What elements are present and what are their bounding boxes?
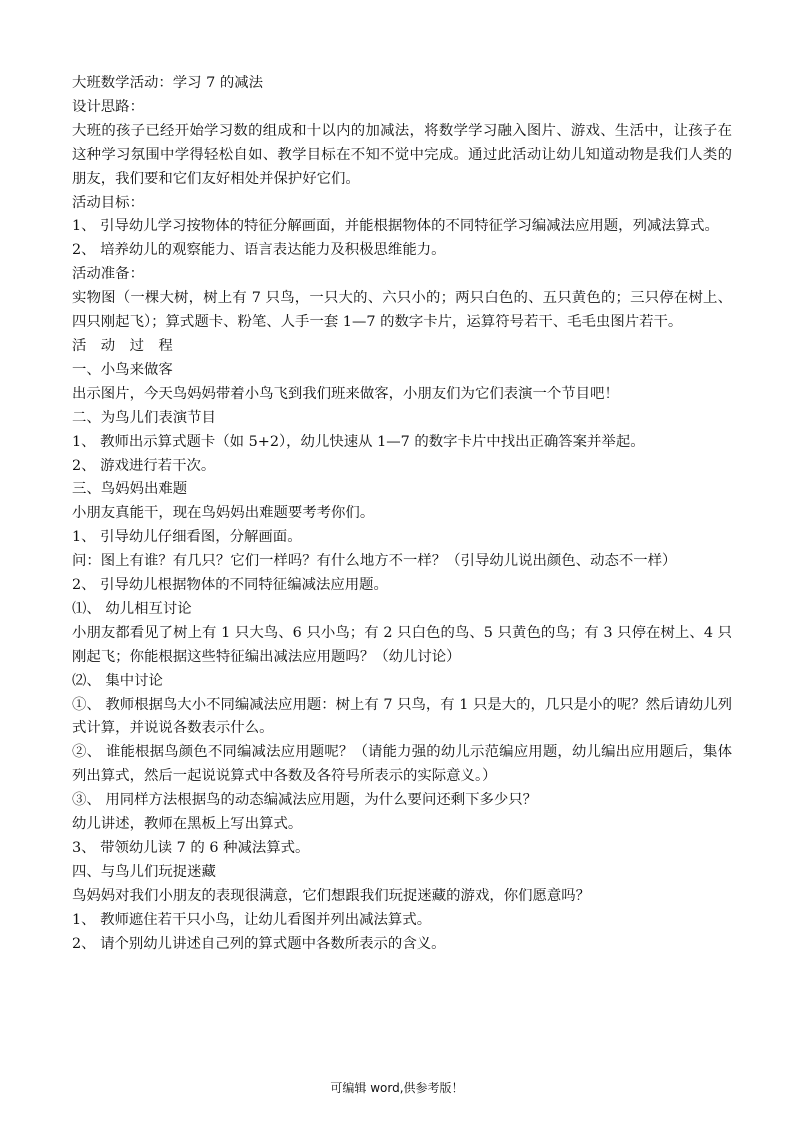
section-2-heading: 二、为鸟儿们表演节目 xyxy=(72,409,216,426)
circled-item-3: ③、 用同样方法根据鸟的动态编减法应用题，为什么要问还剩下多少只？ xyxy=(72,792,538,809)
section-3-tell: 幼儿讲述，教师在黑板上写出算式。 xyxy=(72,816,303,833)
section-4-item-2: 2、 请个别幼儿讲述自己列的算式题中各数所表示的含义。 xyxy=(72,935,446,952)
section-3-sub-b: ⑵、 集中讨论 xyxy=(72,672,163,689)
goal-item-1: 1、 引导幼儿学习按物体的特征分解画面，并能根据物体的不同特征学习编减法应用题，列减法算式。 xyxy=(72,218,719,235)
goals-heading: 活动目标： xyxy=(72,194,144,211)
page-footer: 可编辑 word,供参考版！ xyxy=(330,1081,464,1095)
section-3-heading: 三、鸟妈妈出难题 xyxy=(72,481,188,498)
design-heading: 设计思路： xyxy=(72,98,144,115)
section-3-item-1: 1、 引导幼儿仔细看图，分解画面。 xyxy=(72,529,302,546)
section-1-text: 出示图片，今天鸟妈妈带着小鸟飞到我们班来做客，小朋友们为它们表演一个节目吧！ xyxy=(72,385,619,402)
section-2-item-1: 1、 教师出示算式题卡（如 5+2），幼儿快速从 1—7 的数字卡片中找出正确答案并举起。 xyxy=(72,433,645,450)
section-3-question: 问：图上有谁？有几只？它们一样吗？有什么地方不一样？（引导幼儿说出颜色、动态不一样） xyxy=(72,553,677,570)
section-3-sub-a-text: 小朋友都看见了树上有 1 只大鸟、6 只小鸟；有 2 只白色的鸟、5 只黄色的鸟；有 3 只停在树上、4 只刚起飞；你能根据这些特征编出减法应用题吗？（幼儿讨论） xyxy=(72,624,732,665)
circled-item-1: ①、 教师根据鸟大小不同编减法应用题：树上有 7 只鸟，有 1 只是大的，几只是小的呢？然后请幼儿列式计算，并说说各数表示什么。 xyxy=(72,696,732,737)
circled-item-2: ②、 谁能根据鸟颜色不同编减法应用题呢？（请能力强的幼儿示范编应用题，幼儿编出应用题后，集体列出算式，然后一起说说算式中各数及各符号所表示的实际意义。） xyxy=(72,744,732,785)
prep-paragraph: 实物图（一棵大树，树上有 7 只鸟，一只大的、六只小的；两只白色的、五只黄色的；三只停在树上、四只刚起飞）；算式题卡、粉笔、人手一套 1—7 的数字卡片，运算符号若干、毛毛虫图片若干。 xyxy=(72,290,732,331)
section-3-intro: 小朋友真能干，现在鸟妈妈出难题要考考你们。 xyxy=(72,505,375,522)
section-3-item-2: 2、 引导幼儿根据物体的不同特征编减法应用题。 xyxy=(72,577,388,594)
section-4-intro: 鸟妈妈对我们小朋友的表现很满意，它们想跟我们玩捉迷藏的游戏，你们愿意吗？ xyxy=(72,887,591,904)
section-3-sub-a: ⑴、 幼儿相互讨论 xyxy=(72,600,192,617)
section-2-item-2: 2、 游戏进行若干次。 xyxy=(72,457,216,474)
section-4-item-1: 1、 教师遮住若干只小鸟，让幼儿看图并列出减法算式。 xyxy=(72,911,432,928)
prep-heading: 活动准备： xyxy=(72,266,144,283)
document-title: 大班数学活动：学习 7 的减法 xyxy=(72,75,263,91)
process-heading: 活 动 过 程 xyxy=(72,337,173,354)
design-paragraph: 大班的孩子已经开始学习数的组成和十以内的加减法，将数学学习融入图片、游戏、生活中，让孩子在这种学习氛围中学得轻松自如、教学目标在不知不觉中完成。通过此活动让幼儿知道动物是我们人类的朋友，我们要和它们友好相处并保护好它们。 xyxy=(72,122,732,187)
document-body xyxy=(72,72,732,957)
section-3-item-3: 3、 带领幼儿读 7 的 6 种减法算式。 xyxy=(72,840,310,856)
goal-item-2: 2、 培养幼儿的观察能力、语言表达能力及积极思维能力。 xyxy=(72,242,446,259)
section-4-heading: 四、与鸟儿们玩捉迷藏 xyxy=(72,863,216,880)
section-1-heading: 一、小鸟来做客 xyxy=(72,361,173,378)
